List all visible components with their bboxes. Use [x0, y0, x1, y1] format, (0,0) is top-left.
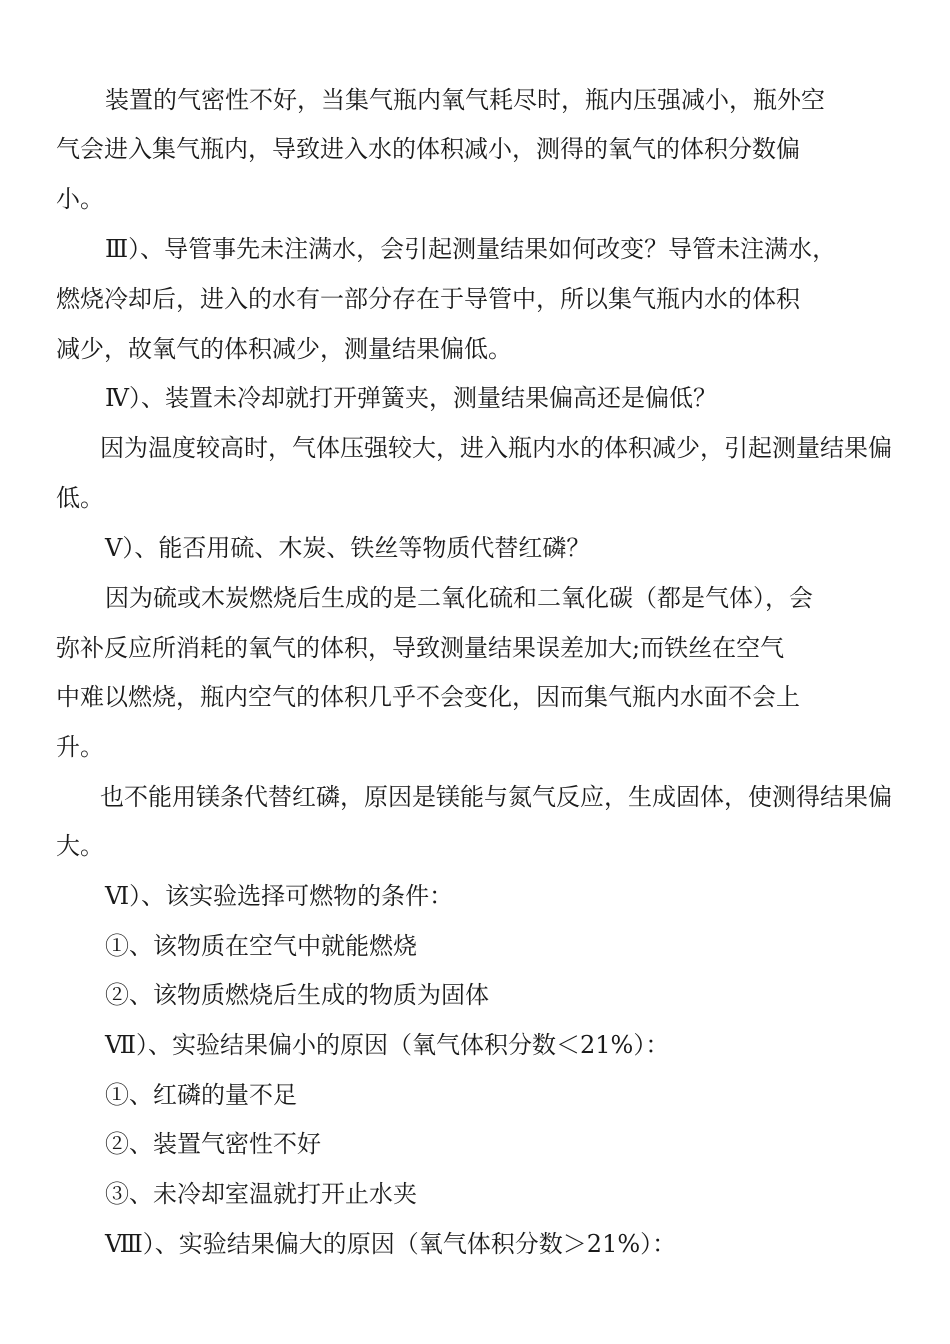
paragraph-line: 因为温度较高时，气体压强较大，进入瓶内水的体积减少，引起测量结果偏 — [100, 434, 892, 462]
section-heading: Ⅷ）、实验结果偏大的原因（氧气体积分数＞21%）： — [105, 1230, 677, 1258]
list-item: ②、该物质燃烧后生成的物质为固体 — [105, 981, 489, 1009]
section-heading: Ⅶ）、实验结果偏小的原因（氧气体积分数＜21%）： — [105, 1031, 670, 1059]
paragraph-line: 弥补反应所消耗的氧气的体积，导致测量结果误差加大;而铁丝在空气 — [56, 634, 785, 662]
paragraph-line: 升。 — [56, 733, 104, 761]
paragraph-line: 减少，故氧气的体积减少，测量结果偏低。 — [56, 335, 512, 363]
paragraph-line: 气会进入集气瓶内，导致进入水的体积减小，测得的氧气的体积分数偏 — [56, 135, 800, 163]
paragraph-line: 低。 — [56, 484, 104, 512]
paragraph-line: 因为硫或木炭燃烧后生成的是二氧化硫和二氧化碳（都是气体），会 — [105, 584, 813, 612]
paragraph-line: Ⅲ）、导管事先未注满水，会引起测量结果如何改变？导管未注满水， — [105, 235, 837, 263]
paragraph-line: 也不能用镁条代替红磷，原因是镁能与氮气反应，生成固体，使测得结果偏 — [100, 783, 892, 811]
section-heading: Ⅴ）、能否用硫、木炭、铁丝等物质代替红磷？ — [105, 534, 591, 562]
paragraph-line: 小。 — [56, 185, 104, 213]
list-item: ②、装置气密性不好 — [105, 1130, 321, 1158]
paragraph-line: 中难以燃烧，瓶内空气的体积几乎不会变化，因而集气瓶内水面不会上 — [56, 683, 800, 711]
list-item: ③、未冷却室温就打开止水夹 — [105, 1180, 417, 1208]
list-item: ①、该物质在空气中就能燃烧 — [105, 932, 417, 960]
paragraph-line: 燃烧冷却后，进入的水有一部分存在于导管中，所以集气瓶内水的体积 — [56, 285, 800, 313]
list-item: ①、红磷的量不足 — [105, 1081, 297, 1109]
paragraph-line: 装置的气密性不好，当集气瓶内氧气耗尽时，瓶内压强减小，瓶外空 — [105, 86, 825, 114]
section-heading: Ⅳ）、装置未冷却就打开弹簧夹，测量结果偏高还是偏低？ — [105, 384, 717, 412]
section-heading: Ⅵ）、该实验选择可燃物的条件： — [105, 882, 454, 910]
paragraph-line: 大。 — [56, 832, 104, 860]
